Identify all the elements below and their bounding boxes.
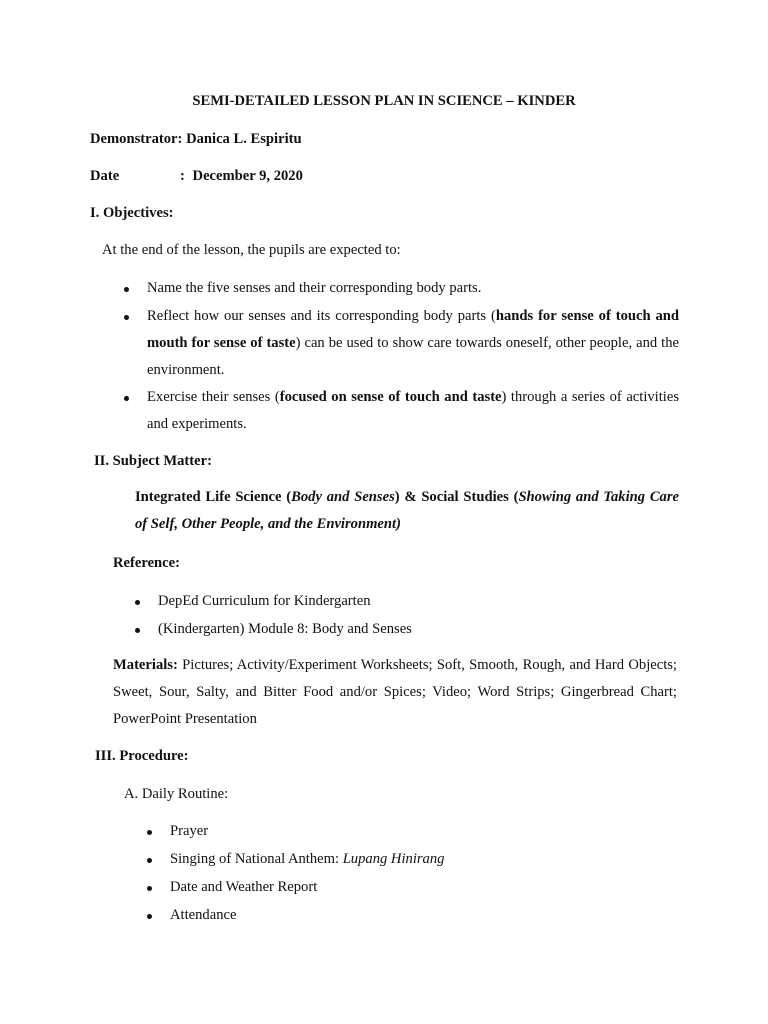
objectives-heading: I. Objectives: [90, 205, 174, 221]
objective-item-2-bold: hands for sense of touch and mouth for sense of taste [147, 308, 680, 351]
reference-label: Reference: [113, 555, 180, 571]
demonstrator-line [90, 131, 302, 148]
objective-item-3 [147, 384, 679, 438]
objective-item-3-bold: focused on sense of touch and taste [279, 389, 502, 405]
bullet-icon [124, 315, 129, 320]
routine-item-1: Prayer [170, 823, 209, 839]
objective-item-3-post: ) through a series of activities and experiments. [147, 389, 680, 432]
bullet-icon [147, 858, 152, 863]
subject-matter-heading: II. Subject Matter: [94, 453, 212, 469]
routine-item-2 [170, 851, 444, 868]
bullet-icon [147, 886, 152, 891]
subject-topic [135, 484, 679, 538]
demonstrator-name: Danica L. Espiritu [186, 131, 302, 147]
routine-item-2-pre: Singing of National Anthem: [170, 851, 343, 867]
date-value: December 9, 2020 [192, 168, 303, 184]
subject-topic-d: Showing and Taking Care of Self, Other People, and the Environment) [135, 489, 680, 532]
bullet-icon [135, 628, 140, 633]
document-title: SEMI-DETAILED LESSON PLAN IN SCIENCE – KINDER [192, 93, 576, 109]
date-label: Date [90, 168, 120, 184]
bullet-icon [124, 287, 129, 292]
bullet-icon [147, 914, 152, 919]
routine-item-4: Attendance [170, 907, 237, 923]
date-line [180, 168, 303, 185]
daily-routine-label: A. Daily Routine: [124, 786, 229, 802]
bullet-icon [135, 600, 140, 605]
objective-item-2 [147, 303, 679, 384]
objective-item-2-pre: Reflect how our senses and its corresponding body parts ( [147, 308, 496, 324]
procedure-heading: III. Procedure: [95, 748, 189, 764]
materials-paragraph [113, 652, 677, 733]
date-separator: : [180, 168, 185, 184]
reference-item-1: DepEd Curriculum for Kindergarten [158, 593, 371, 609]
bullet-icon [124, 396, 129, 401]
demonstrator-label: Demonstrator: [90, 131, 183, 147]
objective-item-2-post: ) can be used to show care towards oneself, other people, and the environment. [147, 335, 679, 378]
materials-text: Pictures; Activity/Experiment Worksheets; Soft, Smooth, Rough, and Hard Objects; Sweet, Sour, Salty, and Bitter Food and/or Spices; Video; Word Strips; Gingerbread Chart; PowerPoint Presentation [113, 657, 677, 727]
subject-topic-b: Body and Senses [291, 489, 395, 505]
subject-topic-a: Integrated Life Science ( [135, 489, 292, 505]
objectives-intro: At the end of the lesson, the pupils are expected to: [102, 242, 401, 258]
routine-item-2-italic: Lupang Hinirang [342, 851, 445, 867]
subject-topic-c: ) & Social Studies ( [394, 489, 519, 505]
objective-item-3-pre: Exercise their senses ( [147, 389, 280, 405]
objective-item-1: Name the five senses and their corresponding body parts. [147, 280, 482, 296]
materials-label: Materials: [113, 657, 178, 673]
bullet-icon [147, 830, 152, 835]
routine-item-3: Date and Weather Report [170, 879, 318, 895]
reference-item-2: (Kindergarten) Module 8: Body and Senses [158, 621, 412, 637]
